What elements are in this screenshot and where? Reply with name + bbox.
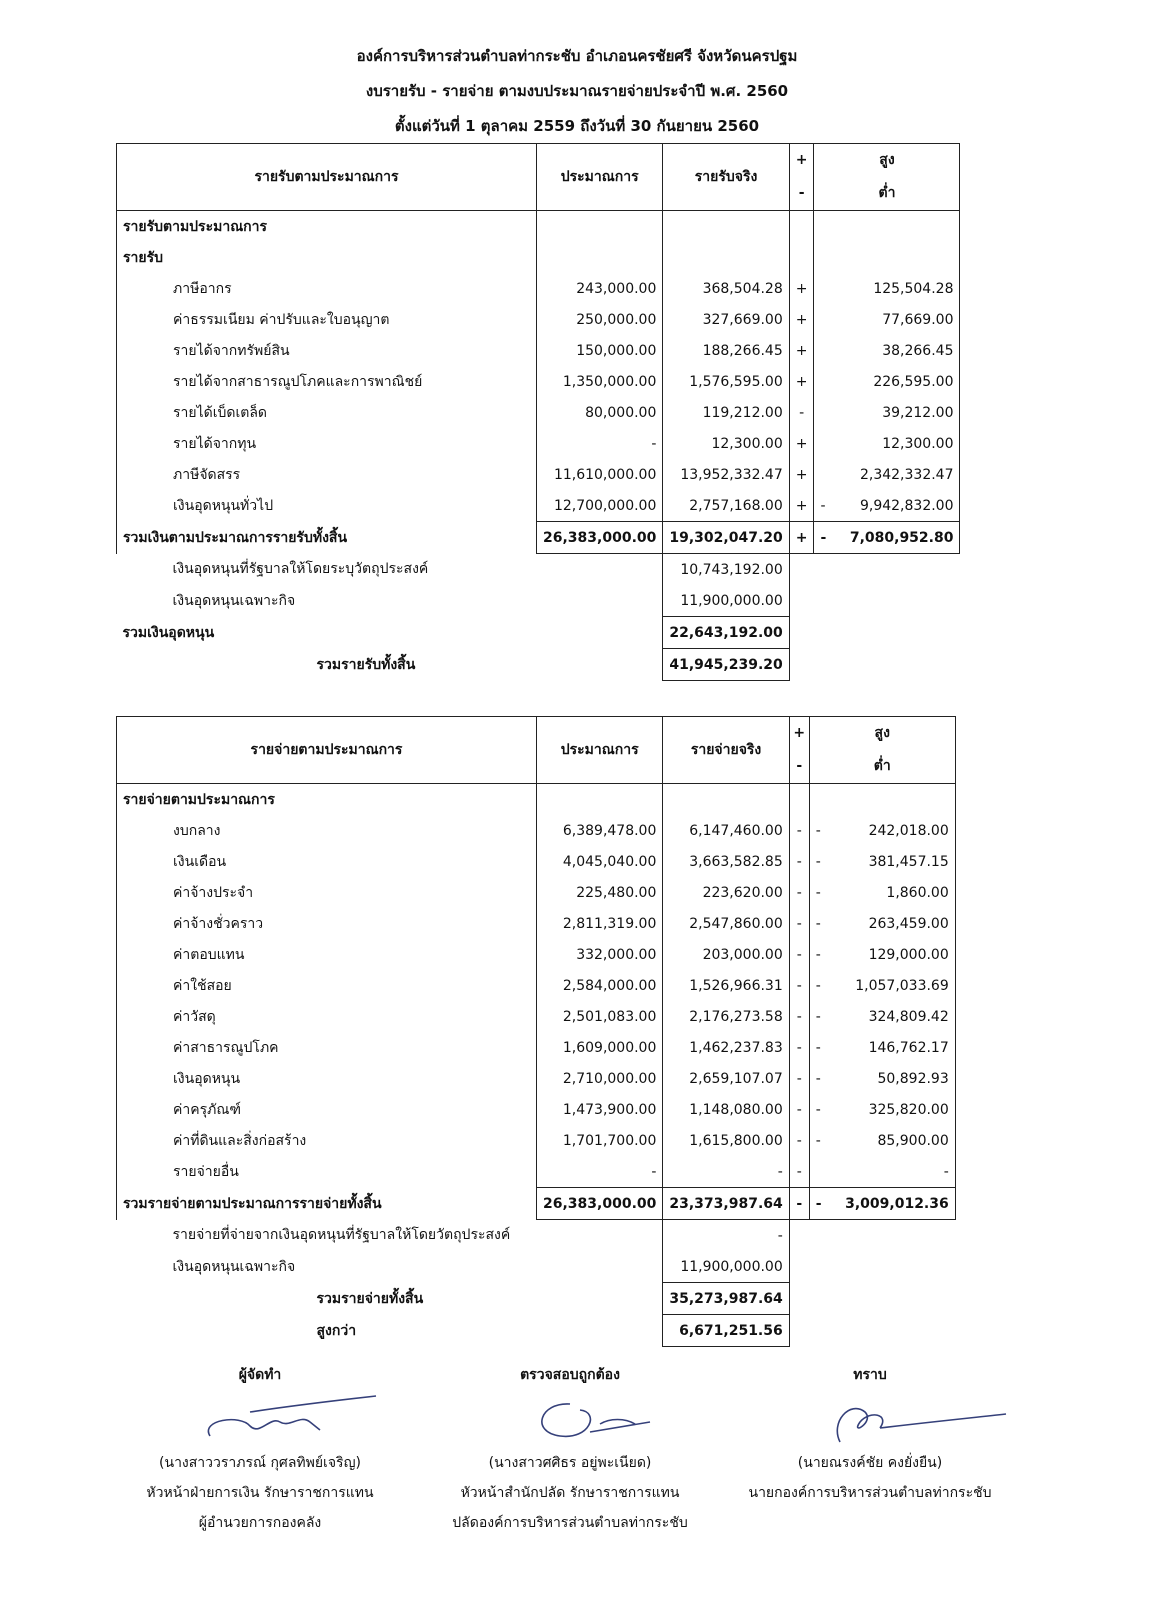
row-sign-secondary: - [815,853,821,870]
row-sign-primary: + [789,366,814,397]
expense-extra-row [117,1220,956,1252]
row-estimate: 1,701,700.00 [537,1125,663,1156]
row-sign-primary: - [789,1125,809,1156]
row-label: ค่าสาธารณูปโภค [117,1032,537,1063]
row-difference-value: 77,669.00 [882,311,954,328]
subsidy-total-row [117,617,960,649]
row-sign-secondary: - [815,1070,821,1087]
row-sign-primary: - [789,908,809,939]
row-label: ค่าธรรมเนียม ค่าปรับและใบอนุญาต [117,304,537,335]
row-difference [809,1125,955,1156]
row-actual: 13,952,332.47 [663,459,789,490]
row-difference [814,490,960,522]
expense-grand-total-row [117,1283,956,1315]
signatory-title-2: ผู้อำนวยการกองคลัง [198,1515,322,1531]
row-label: ค่าจ้างชั่วคราว [117,908,537,939]
row-actual: 23,373,987.64 [663,1188,789,1220]
row-difference-value: 1,057,033.69 [855,977,949,994]
row-sign-secondary: - [815,977,821,994]
row-actual: 1,615,800.00 [663,1125,789,1156]
expense-row [117,815,956,846]
row-actual: 1,148,080.00 [663,1094,789,1125]
income-col-sign [789,144,814,211]
signature-role: ทราบ [853,1367,887,1383]
empty-cell [663,242,789,273]
empty-cell [663,784,789,816]
row-estimate: 2,811,319.00 [537,908,663,939]
row-sign-primary: - [789,1188,809,1220]
expense-col-est: ประมาณการ [537,717,663,784]
row-sign-secondary: - [820,497,826,514]
row-difference [814,397,960,428]
row-actual: 3,663,582.85 [663,846,789,877]
row-difference-value: 38,266.45 [882,342,954,359]
row-difference-value: 125,504.28 [873,280,954,297]
row-sign-primary: - [789,939,809,970]
row-difference [809,1094,955,1125]
row-label: ค่าครุภัณฑ์ [117,1094,537,1125]
empty-cell [809,1220,955,1252]
row-actual: 2,757,168.00 [663,490,789,522]
sign-plus: + [795,152,808,168]
sign-plus: + [793,725,806,741]
row-actual: 119,212.00 [663,397,789,428]
income-col-est: ประมาณการ [537,144,663,211]
empty-cell [663,211,789,243]
row-sign-secondary: - [815,1008,821,1025]
row-actual: 1,462,237.83 [663,1032,789,1063]
row-label: เงินอุดหนุนเฉพาะกิจ [172,592,296,609]
income-row [117,397,960,428]
empty-cell [789,1315,809,1347]
row-label: รายได้จากทุน [117,428,537,459]
row-sign-primary: + [789,522,814,554]
row-label: เงินอุดหนุนที่รัฐบาลให้โดยระบุวัตถุประสงค์ [172,561,429,578]
diff-high: สูง [874,725,890,741]
row-label: รวมรายจ่ายตามประมาณการรายจ่ายทั้งสิ้น [117,1188,537,1220]
row-actual: - [663,1156,789,1188]
expense-row [117,908,956,939]
row-difference-value: 50,892.93 [877,1070,949,1087]
expense-row [117,939,956,970]
row-estimate: 26,383,000.00 [537,522,663,554]
diff-low: ต่ำ [878,185,896,201]
row-difference [809,846,955,877]
row-label: รวมเงินอุดหนุน [122,624,215,641]
income-extra-row [117,554,960,586]
row-difference [809,1032,955,1063]
empty-cell [537,1315,663,1347]
row-actual: 11,900,000.00 [663,585,789,617]
empty-cell [809,1251,955,1283]
income-grand-total-row [117,649,960,681]
expense-row [117,1063,956,1094]
signature-scribble-icon [450,1392,690,1448]
income-row [117,490,960,522]
row-estimate: 11,610,000.00 [537,459,663,490]
row-label: ภาษีจัดสรร [117,459,537,490]
empty-cell [789,649,814,681]
row-actual: 12,300.00 [663,428,789,459]
row-sign-secondary: - [815,822,821,839]
signatory-name: (นางสาววราภรณ์ กุศลทิพย์เจริญ) [159,1455,361,1471]
row-label: รวมรายรับทั้งสิ้น [316,656,416,673]
row-label: ค่าใช้สอย [117,970,537,1001]
row-sign-secondary: - [815,1132,821,1149]
empty-cell [537,1283,663,1315]
signature-block-acknowledger [700,1360,1040,1508]
row-estimate: 2,584,000.00 [537,970,663,1001]
empty-cell [789,617,814,649]
signatory-title: หัวหน้าสำนักปลัด รักษาราชการแทน [460,1485,680,1501]
row-sign-primary: - [789,397,814,428]
income-table-header [117,144,960,211]
row-sign-primary: - [789,1156,809,1188]
row-difference-value: 39,212.00 [882,404,954,421]
row-actual: 2,659,107.07 [663,1063,789,1094]
row-difference-value: 129,000.00 [868,946,949,963]
row-estimate: - [537,1156,663,1188]
row-sign-secondary: - [815,1101,821,1118]
empty-cell [789,585,814,617]
row-difference-value: - [943,1163,949,1180]
empty-cell [537,649,663,681]
empty-cell [537,211,663,243]
expense-total-row [117,1188,956,1220]
row-estimate: 332,000.00 [537,939,663,970]
row-difference [814,428,960,459]
row-actual: 35,273,987.64 [663,1283,789,1315]
row-sign-secondary: - [815,1195,822,1212]
row-label: ค่าตอบแทน [117,939,537,970]
row-sign-primary: - [789,877,809,908]
income-extra-row [117,585,960,617]
row-sign-primary: - [789,970,809,1001]
expense-col-desc: รายจ่ายตามประมาณการ [117,717,537,784]
empty-cell [789,242,814,273]
row-label: ค่าจ้างประจำ [117,877,537,908]
sign-minus: - [796,758,803,774]
row-sign-secondary: - [815,946,821,963]
expense-row [117,877,956,908]
empty-cell [814,211,960,243]
row-difference-value: 263,459.00 [868,915,949,932]
income-row [117,459,960,490]
row-difference [809,1001,955,1032]
row-estimate: - [537,428,663,459]
section-heading: รายรับตามประมาณการ [117,211,537,243]
income-col-actual: รายรับจริง [663,144,789,211]
row-estimate: 26,383,000.00 [537,1188,663,1220]
expense-row [117,970,956,1001]
row-label: รายได้จากทรัพย์สิน [117,335,537,366]
expense-extra-row [117,1251,956,1283]
row-estimate: 250,000.00 [537,304,663,335]
row-sign-primary: - [789,1032,809,1063]
row-sign-secondary: - [815,884,821,901]
income-col-diff [814,144,960,211]
row-sign-primary: + [789,273,814,304]
empty-cell [789,554,814,586]
row-actual: 203,000.00 [663,939,789,970]
row-difference [809,939,955,970]
expense-table [116,716,956,1347]
row-difference-value: 1,860.00 [886,884,949,901]
row-sign-primary: - [789,815,809,846]
empty-cell [789,1220,809,1252]
row-sign-secondary: - [815,1039,821,1056]
surplus-row [117,1315,956,1347]
sign-minus: - [798,185,805,201]
section-heading: รายจ่ายตามประมาณการ [117,784,537,816]
row-estimate: 225,480.00 [537,877,663,908]
row-difference [814,366,960,397]
row-label: ค่าวัสดุ [117,1001,537,1032]
row-difference-value: 3,009,012.36 [845,1195,949,1212]
row-label: สูงกว่า [316,1322,357,1339]
empty-cell [789,1283,809,1315]
row-actual: 6,147,460.00 [663,815,789,846]
row-difference-value: 12,300.00 [882,435,954,452]
expense-row [117,1032,956,1063]
income-row [117,366,960,397]
section-heading: รายรับ [117,242,537,273]
empty-cell [814,585,960,617]
signature-block-verifier [400,1360,740,1538]
row-estimate: 12,700,000.00 [537,490,663,522]
org-title: องค์การบริหารส่วนตำบลท่ากระชับ อำเภอนครชัยศรี จังหวัดนครปฐม [356,47,798,65]
row-actual: 368,504.28 [663,273,789,304]
row-label: ภาษีอากร [117,273,537,304]
row-sign-primary: + [789,304,814,335]
row-label: งบกลาง [117,815,537,846]
empty-cell [537,784,663,816]
row-actual: 19,302,047.20 [663,522,789,554]
row-sign-primary: - [789,1094,809,1125]
row-actual: 327,669.00 [663,304,789,335]
diff-low: ต่ำ [873,758,891,774]
income-row [117,335,960,366]
expense-col-actual: รายจ่ายจริง [663,717,789,784]
row-actual: 6,671,251.56 [663,1315,789,1347]
row-sign-secondary: - [815,915,821,932]
row-sign-primary: + [789,335,814,366]
row-difference [809,908,955,939]
row-difference-value: 146,762.17 [868,1039,949,1056]
row-actual: 41,945,239.20 [663,649,789,681]
expense-col-sign [789,717,809,784]
expense-row [117,1094,956,1125]
empty-cell [814,649,960,681]
income-table [116,143,960,681]
row-difference-value: 7,080,952.80 [849,529,954,546]
row-estimate: 1,473,900.00 [537,1094,663,1125]
row-estimate: 243,000.00 [537,273,663,304]
row-difference [809,1063,955,1094]
signatory-title: หัวหน้าฝ่ายการเงิน รักษาราชการแทน [146,1485,374,1501]
row-difference-value: 226,595.00 [873,373,954,390]
empty-cell [809,1315,955,1347]
row-actual: 2,547,860.00 [663,908,789,939]
row-estimate: 80,000.00 [537,397,663,428]
row-actual: 188,266.45 [663,335,789,366]
signatory-title-2: ปลัดองค์การบริหารส่วนตำบลท่ากระชับ [452,1515,688,1531]
empty-cell [537,1251,663,1283]
row-difference [814,273,960,304]
row-label: เงินอุดหนุนเฉพาะกิจ [172,1258,296,1275]
empty-cell [537,554,663,586]
row-estimate: 2,501,083.00 [537,1001,663,1032]
row-sign-primary: - [789,846,809,877]
row-difference-value: 325,820.00 [868,1101,949,1118]
empty-cell [537,242,663,273]
income-row [117,304,960,335]
row-difference-value: 2,342,332.47 [859,466,954,483]
row-actual: 11,900,000.00 [663,1251,789,1283]
row-difference [809,970,955,1001]
empty-cell [809,1283,955,1315]
row-estimate: 6,389,478.00 [537,815,663,846]
row-label: เงินอุดหนุน [117,1063,537,1094]
signature-block-preparer [90,1360,430,1538]
income-total-row [117,522,960,554]
row-difference-value: 9,942,832.00 [859,497,954,514]
row-sign-primary: - [789,1063,809,1094]
expense-section-heading [117,784,956,816]
row-sign-secondary: - [820,529,827,546]
empty-cell [814,617,960,649]
row-actual: 1,576,595.00 [663,366,789,397]
row-actual: 1,526,966.31 [663,970,789,1001]
empty-cell [537,1220,663,1252]
row-estimate: 150,000.00 [537,335,663,366]
report-period: ตั้งแต่วันที่ 1 ตุลาคม 2559 ถึงวันที่ 30 กันยายน 2560 [394,117,760,135]
empty-cell [789,784,809,816]
row-sign-primary: - [789,1001,809,1032]
row-difference [814,459,960,490]
row-sign-primary: + [789,428,814,459]
signatory-name: (นายณรงค์ชัย คงยั่งยืน) [797,1455,943,1471]
row-difference [809,877,955,908]
signatory-name: (นางสาวศศิธร อยู่พะเนียด) [488,1455,652,1471]
row-actual: 10,743,192.00 [663,554,789,586]
row-difference [809,1188,955,1220]
income-col-desc: รายรับตามประมาณการ [117,144,537,211]
empty-cell [814,242,960,273]
income-row [117,428,960,459]
row-actual: 22,643,192.00 [663,617,789,649]
signature-role: ผู้จัดทำ [238,1367,282,1383]
expense-row [117,1125,956,1156]
row-sign-primary: + [789,490,814,522]
income-section-heading [117,211,960,243]
row-difference [814,335,960,366]
row-actual: 223,620.00 [663,877,789,908]
expense-col-diff [809,717,955,784]
row-sign-primary: + [789,459,814,490]
row-label: รายจ่ายที่จ่ายจากเงินอุดหนุนที่รัฐบาลให้โดยวัตถุประสงค์ [172,1227,511,1244]
expense-row [117,1156,956,1188]
income-subsection-heading [117,242,960,273]
row-label: รายได้เบ็ดเตล็ด [117,397,537,428]
empty-cell [537,585,663,617]
signature-scribble-icon [140,1392,380,1448]
row-actual: - [663,1220,789,1252]
row-estimate: 1,609,000.00 [537,1032,663,1063]
expense-row [117,846,956,877]
empty-cell [789,1251,809,1283]
diff-high: สูง [879,152,895,168]
row-estimate: 1,350,000.00 [537,366,663,397]
row-label: รายจ่ายอื่น [117,1156,537,1188]
row-label: รวมเงินตามประมาณการรายรับทั้งสิ้น [117,522,537,554]
signature-role: ตรวจสอบถูกต้อง [520,1367,620,1383]
empty-cell [809,784,955,816]
income-row [117,273,960,304]
row-label: รายได้จากสาธารณูปโภคและการพาณิชย์ [117,366,537,397]
signatory-title: นายกองค์การบริหารส่วนตำบลท่ากระชับ [748,1485,992,1501]
row-label: เงินเดือน [117,846,537,877]
signature-scribble-icon [730,1392,1010,1448]
row-actual: 2,176,273.58 [663,1001,789,1032]
row-difference [809,815,955,846]
row-difference-value: 85,900.00 [877,1132,949,1149]
row-difference [814,522,960,554]
empty-cell [537,617,663,649]
row-label: ค่าที่ดินและสิ่งก่อสร้าง [117,1125,537,1156]
row-label: รวมรายจ่ายทั้งสิ้น [316,1290,424,1307]
report-title: งบรายรับ - รายจ่าย ตามงบประมาณรายจ่ายประจำปี พ.ศ. 2560 [365,82,789,100]
row-difference-value: 381,457.15 [868,853,949,870]
row-difference [809,1156,955,1188]
expense-row [117,1001,956,1032]
empty-cell [789,211,814,243]
row-difference-value: 242,018.00 [868,822,949,839]
empty-cell [814,554,960,586]
expense-table-header [117,717,956,784]
row-estimate: 4,045,040.00 [537,846,663,877]
row-label: เงินอุดหนุนทั่วไป [117,490,537,522]
row-estimate: 2,710,000.00 [537,1063,663,1094]
row-difference-value: 324,809.42 [868,1008,949,1025]
row-difference [814,304,960,335]
